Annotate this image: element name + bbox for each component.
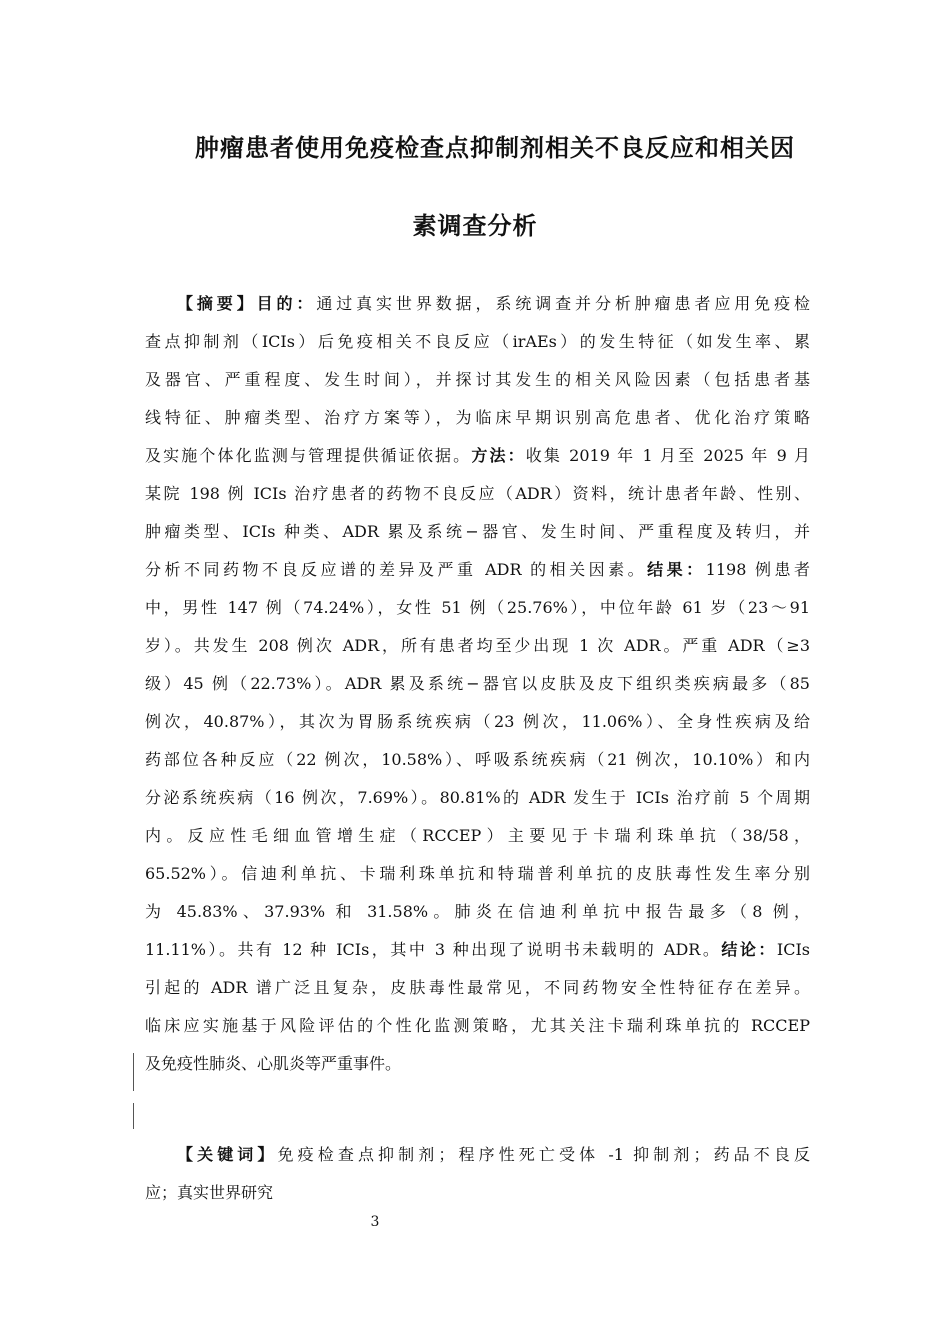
abstract-line: 内。反应性毛细血管增生症（RCCEP）主要见于卡瑞利珠单抗（38/58，: [145, 826, 810, 845]
abstract-line: 级）45 例（22.73%）。ADR 累及系统−器官以皮肤及皮下组织类疾病最多（85: [145, 674, 810, 693]
keywords-line: 【关键词】免疫检查点抑制剂；程序性死亡受体 -1 抑制剂；药品不良反: [177, 1145, 810, 1164]
keywords: [145, 1136, 810, 1212]
abstract-line: 岁）。共发生 208 例次 ADR，所有患者均至少出现 1 次 ADR。严重 ADR（≥3: [145, 636, 810, 655]
abstract-label: 【摘要】: [177, 294, 257, 313]
abstract-line: 查点抑制剂（ICIs）后免疫相关不良反应（irAEs）的发生特征（如发生率、累: [145, 332, 810, 351]
margin-change-bar: [133, 1053, 134, 1091]
abstract-line: 中，男性 147 例（74.24%），女性 51 例（25.76%），中位年龄 61 岁（23～91: [145, 598, 810, 617]
margin-change-bar: [133, 1103, 134, 1129]
abstract-line: 引起的 ADR 谱广泛且复杂，皮肤毒性最常见，不同药物安全性特征存在差异。: [145, 978, 810, 997]
abstract-line: 例次，40.87%），其次为胃肠系统疾病（23 例次，11.06%）、全身性疾病及给: [145, 712, 810, 731]
abstract-line: 某院 198 例 ICIs 治疗患者的药物不良反应（ADR）资料，统计患者年龄、性别、: [145, 484, 810, 503]
paper-title-line-2: 素调查分析: [412, 212, 538, 240]
abstract-line: 分泌系统疾病（16 例次，7.69%）。80.81%的 ADR 发生于 ICIs 治疗前 5 个周期: [145, 788, 810, 807]
keywords-line: 应；真实世界研究: [145, 1183, 274, 1202]
abstract-line: 及器官、严重程度、发生时间），并探讨其发生的相关风险因素（包括患者基: [145, 370, 810, 389]
abstract-line: 【摘要】目的：通过真实世界数据，系统调查并分析肿瘤患者应用免疫检: [177, 294, 810, 313]
abstract-line: 及免疫性肺炎、心肌炎等严重事件。: [145, 1054, 402, 1073]
paper-title-line-1: 肿瘤患者使用免疫检查点抑制剂相关不良反应和相关因: [195, 134, 795, 162]
abstract-line: 及实施个体化监测与管理提供循证依据。方法：收集 2019 年 1 月至 2025 年 9 月: [145, 446, 810, 465]
abstract-line: 11.11%）。共有 12 种 ICIs，其中 3 种出现了说明书未载明的 ADR。结论：ICIs: [145, 940, 810, 959]
methods-label: 方法：: [471, 446, 526, 465]
abstract-line: 为 45.83%、37.93% 和 31.58%。肺炎在信迪利单抗中报告最多（8 例，: [145, 902, 810, 921]
abstract-line: 线特征、肿瘤类型、治疗方案等），为临床早期识别高危患者、优化治疗策略: [145, 408, 810, 427]
keywords-label: 【关键词】: [177, 1145, 278, 1164]
abstract-line: 65.52%）。信迪利单抗、卡瑞利珠单抗和特瑞普利单抗的皮肤毒性发生率分别: [145, 864, 810, 883]
abstract: [145, 285, 810, 1083]
page-number: 3: [370, 1214, 380, 1230]
abstract-line: 肿瘤类型、ICIs 种类、ADR 累及系统−器官、发生时间、严重程度及转归，并: [145, 522, 810, 541]
abstract-line: 药部位各种反应（22 例次，10.58%）、呼吸系统疾病（21 例次，10.10%）和内: [145, 750, 810, 769]
results-label: 结果：: [647, 560, 706, 579]
conclusion-label: 结论：: [721, 940, 777, 959]
abstract-line: 临床应实施基于风险评估的个性化监测策略，尤其关注卡瑞利珠单抗的 RCCEP: [145, 1016, 810, 1035]
abstract-line: 分析不同药物不良反应谱的差异及严重 ADR 的相关因素。结果：1198 例患者: [145, 560, 810, 579]
purpose-label: 目的：: [256, 294, 317, 313]
